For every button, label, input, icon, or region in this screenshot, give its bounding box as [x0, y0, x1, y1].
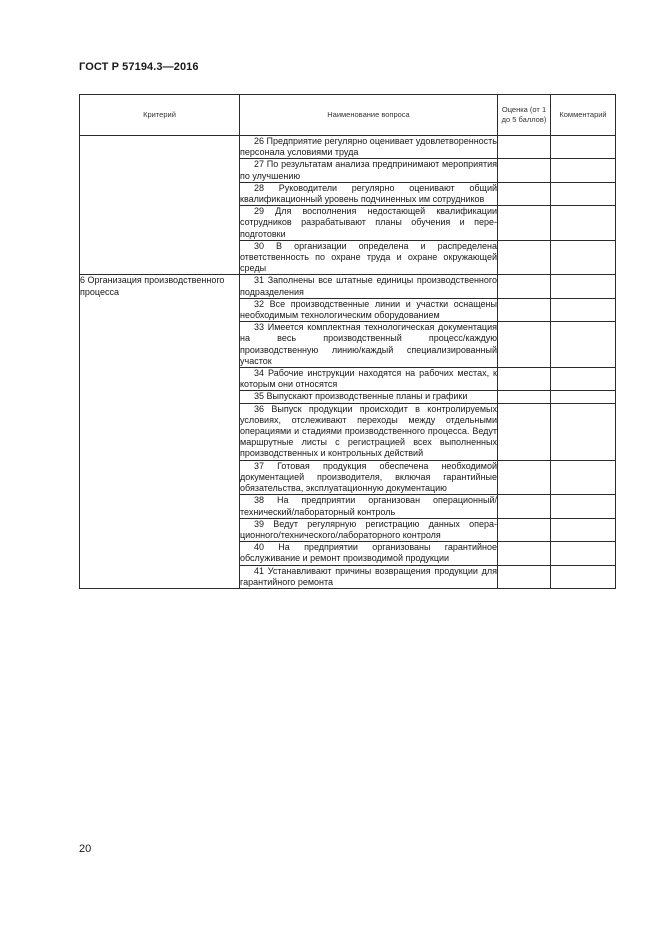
page-number: 20 [79, 843, 92, 855]
question-cell: 37 Готовая продукция обеспечена необходимой документацией производителя, включая гарантийные обязательства, эксплуатационную документацию [240, 460, 497, 494]
question-cell: 28 Руководители регулярно оценивают общий квалификационный уровень подчиненных им сотрудников [240, 182, 497, 205]
question-cell: 31 Заполнены все штатные единицы производственного подразделения [240, 275, 497, 297]
column-header-comment: Комментарий [551, 95, 616, 136]
score-cell[interactable] [498, 240, 551, 275]
question-cell: 34 Рабочие инструкции находятся на рабочих местах, к которым они относятся [240, 368, 497, 390]
criterion-cell [80, 136, 240, 275]
question-cell: 41 Устанавливают причины возвращения продукции для гарантийного ремонта [240, 565, 497, 587]
comment-cell[interactable] [551, 182, 616, 205]
table-row [80, 136, 616, 159]
score-cell[interactable] [498, 322, 551, 368]
criteria-table [79, 94, 616, 589]
question-cell: 40 На предприятии организованы гарантийное обслуживание и ремонт производимой продукции [240, 542, 497, 564]
comment-cell[interactable] [551, 275, 616, 298]
column-header-question: Наименование вопроса [240, 95, 498, 136]
table-row [80, 275, 616, 298]
comment-cell[interactable] [551, 136, 616, 159]
score-cell[interactable] [498, 368, 551, 391]
score-cell[interactable] [498, 159, 551, 182]
comment-cell[interactable] [551, 403, 616, 460]
score-cell[interactable] [498, 495, 551, 518]
question-cell: 27 По результатам анализа предпринимают мероприятия по улучшению [240, 159, 497, 181]
question-cell: 29 Для восполнения недостающей квалификации сотрудников разрабатывают планы обучения и переподготовки [240, 206, 497, 239]
question-cell: 32 Все производственные линии и участки оснащены необходимым технологическим оборудованием [240, 298, 497, 321]
question-cell: 35 Выпускают производственные планы и графики [240, 391, 498, 403]
question-cell: 26 Предприятие регулярно оценивает удовлетворенность персонала условиями труда [240, 136, 497, 158]
question-cell: 38 На предприятии организован операционный/технический/лабораторный контроль [240, 495, 497, 517]
score-cell[interactable] [498, 182, 551, 205]
table-header-row [80, 95, 616, 136]
question-cell: 36 Выпуск продукции происходит в контролируемых условиях, отслеживают переходы между отдельными операциями и стадиями производственного процесса. Ведут маршрутные листы с регистрацией всех выполненных производственных и контрольных действий [240, 403, 497, 459]
comment-cell[interactable] [551, 495, 616, 518]
comment-cell[interactable] [551, 542, 616, 565]
comment-cell[interactable] [551, 565, 616, 588]
score-cell[interactable] [498, 518, 551, 541]
score-cell[interactable] [498, 403, 551, 460]
question-cell: 33 Имеется комплектная технологическая документация на весь производственный процесс/каждую производственную линию/каждый специализированный участок [240, 322, 497, 366]
question-cell: 39 Ведут регулярную регистрацию данных операционного/технического/лабораторного контроля [240, 518, 497, 540]
comment-cell[interactable] [551, 391, 616, 403]
comment-cell[interactable] [551, 206, 616, 241]
comment-cell[interactable] [551, 322, 616, 368]
score-cell[interactable] [498, 565, 551, 588]
comment-cell[interactable] [551, 298, 616, 321]
score-cell[interactable] [498, 136, 551, 159]
comment-cell[interactable] [551, 240, 616, 275]
document-title: ГОСТ Р 57194.3—2016 [79, 61, 199, 73]
score-cell[interactable] [498, 206, 551, 241]
criterion-cell: 6 Организация производственного процесса [80, 275, 240, 588]
column-header-score: Оценка (от 1 до 5 баллов) [498, 95, 551, 136]
score-cell[interactable] [498, 460, 551, 495]
comment-cell[interactable] [551, 460, 616, 495]
score-cell[interactable] [498, 298, 551, 321]
question-cell: 30 В организации определена и распределена ответственность по охране труда и охране окружающей среды [240, 240, 497, 274]
comment-cell[interactable] [551, 518, 616, 541]
column-header-criterion: Критерий [80, 95, 240, 136]
score-cell[interactable] [498, 542, 551, 565]
score-cell[interactable] [498, 275, 551, 298]
comment-cell[interactable] [551, 368, 616, 391]
comment-cell[interactable] [551, 159, 616, 182]
score-cell[interactable] [498, 391, 551, 403]
